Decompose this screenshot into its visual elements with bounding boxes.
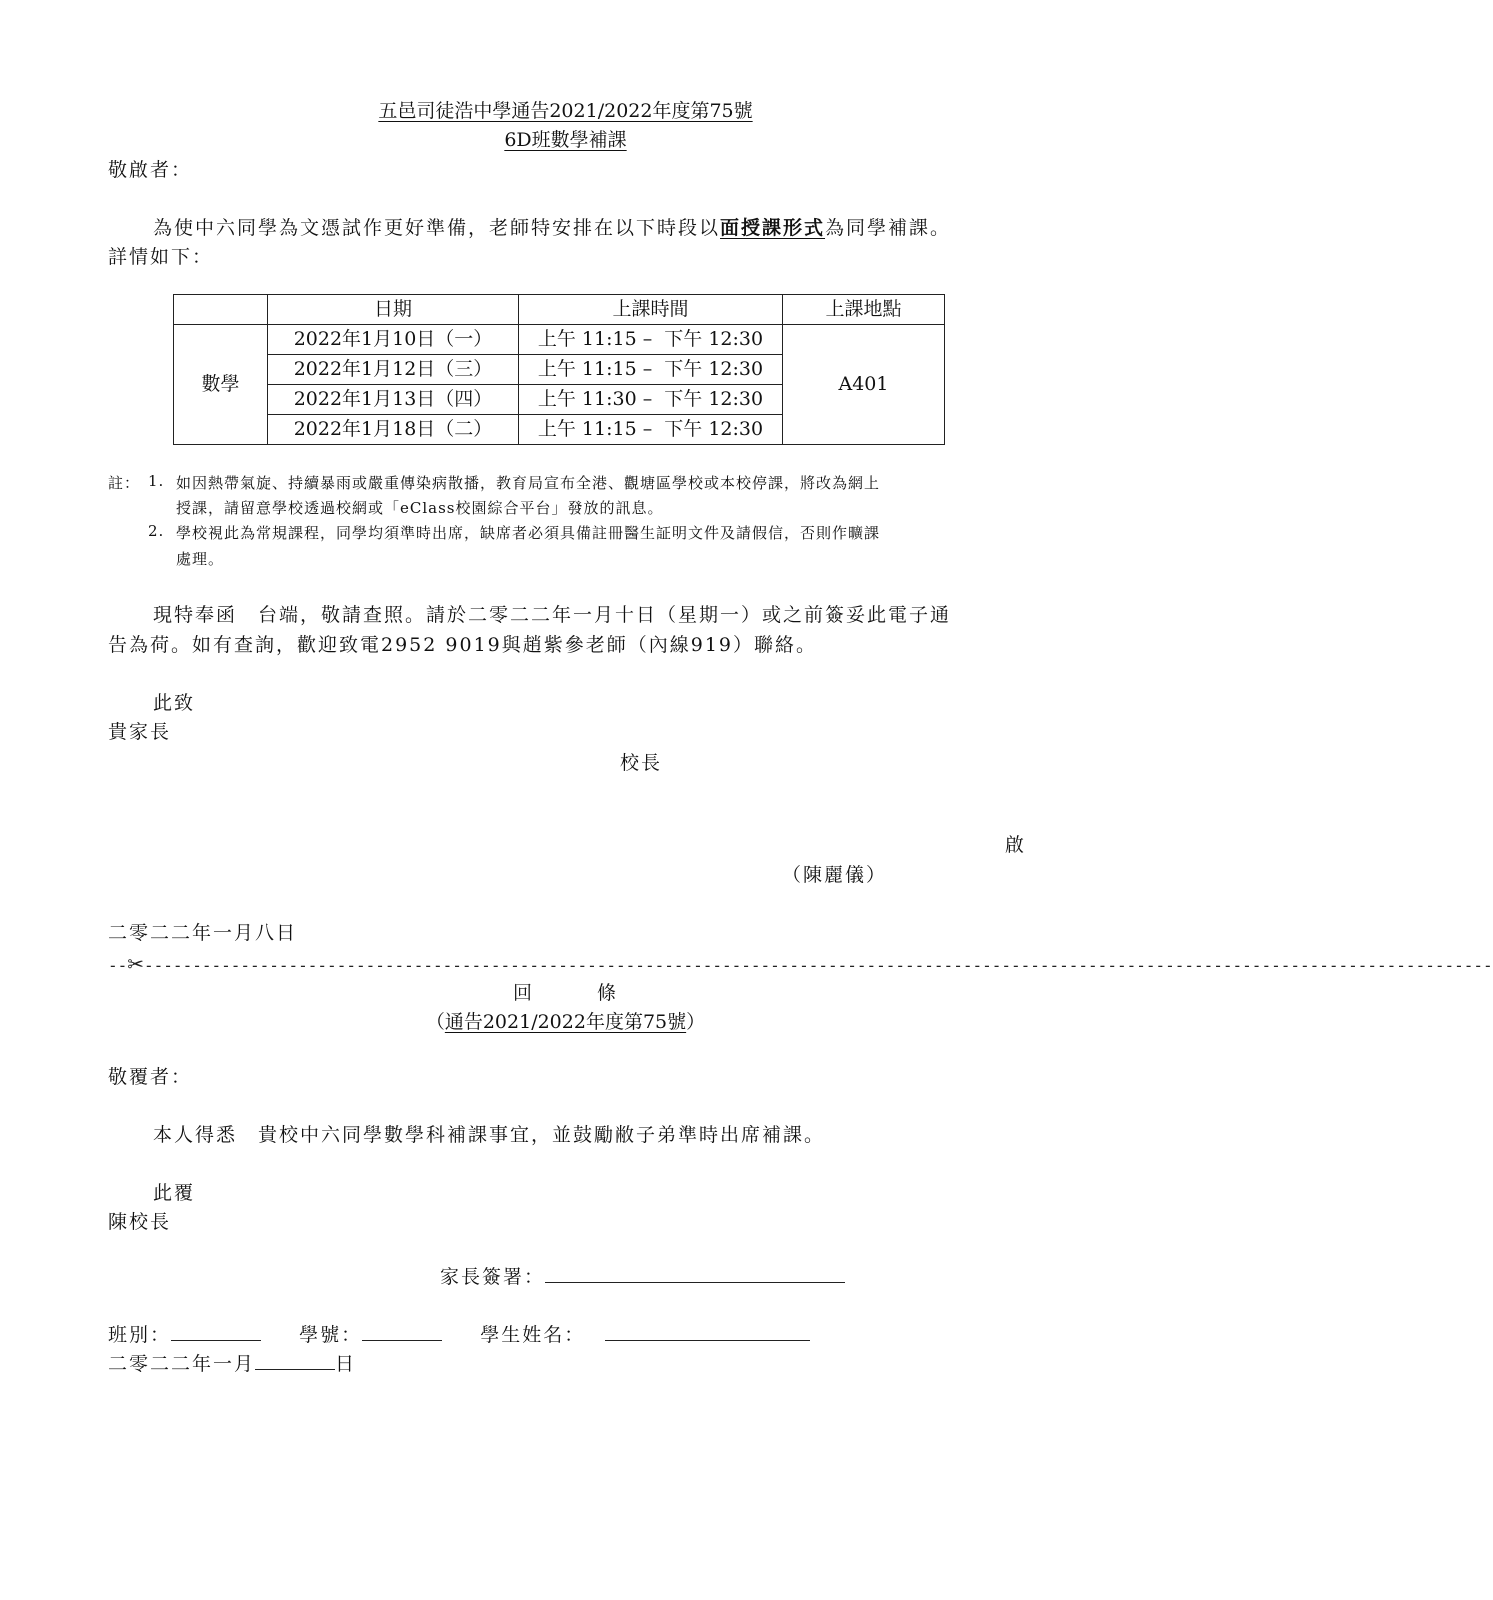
reply-ref: [0, 1007, 1131, 1034]
reply-date-row: [108, 1349, 356, 1376]
time-cell: 上午 11:15 – 下午 12:30: [519, 355, 783, 385]
venue-cell: A401: [783, 325, 945, 445]
note-line: 如因熱帶氣旋、持續暴雨或嚴重傳染病散播，教育局宣布全港、觀塘區學校或本校停課，將改為網上: [176, 474, 881, 492]
parent-signature-row: [440, 1262, 845, 1289]
salutation: 敬啟者：: [108, 159, 193, 181]
table-row: [174, 325, 945, 355]
student-info-row: [108, 1320, 810, 1347]
parent-signature-field[interactable]: [545, 1264, 845, 1283]
reply-date-prefix: 二零二二年一月: [108, 1353, 256, 1375]
cut-line: [108, 952, 1493, 976]
closing-line: 現特奉函 台端，敬請查照。請於二零二二年一月十日（星期一）或之前簽妥此電子通: [153, 604, 952, 626]
notice-subtitle: 6D班數學補課: [504, 129, 627, 151]
date-cell: 2022年1月13日（四）: [268, 385, 519, 415]
note-number: 2.: [148, 522, 165, 540]
closing-line: 告為荷。如有查詢，歡迎致電2952 9019與趙紫參老師（內線919）聯絡。: [108, 634, 818, 656]
ci-fu: 此覆: [153, 1182, 196, 1204]
note-number: 1.: [148, 472, 165, 490]
class-label: 班別：: [108, 1324, 172, 1346]
notice-date: 二零二二年一月八日: [108, 922, 298, 944]
time-cell: 上午 11:15 – 下午 12:30: [519, 325, 783, 355]
reply-title: 回 條: [512, 982, 618, 1004]
body-paragraph: [153, 213, 951, 240]
body-paragraph-line2: 詳情如下：: [108, 246, 214, 268]
ref-paren-open: （: [425, 1011, 445, 1033]
ci-zhi: 此致: [153, 692, 196, 714]
reply-date-suffix: 日: [335, 1353, 357, 1375]
notice-title: 五邑司徒浩中學通告2021/2022年度第75號: [378, 100, 753, 122]
cut-line-lead: --: [108, 956, 128, 975]
student-number-label: 學號：: [299, 1324, 363, 1346]
principal-name: （陳麗儀）: [782, 864, 888, 886]
student-number-field[interactable]: [362, 1322, 442, 1341]
student-name-field[interactable]: [605, 1322, 810, 1341]
qi-mark: 啟: [1005, 834, 1025, 856]
reply-salutation: 敬覆者：: [108, 1066, 193, 1088]
recipient: 貴家長: [108, 721, 172, 743]
body-text-end: 為同學補課。: [825, 217, 952, 239]
dash-line: --------------------------------------------------------------------------------------------------------------------------------------------: [144, 956, 1493, 975]
note-line: 處理。: [176, 550, 225, 568]
reply-body: 本人得悉 貴校中六同學數學科補課事宜，並鼓勵敝子弟準時出席補課。: [153, 1124, 826, 1146]
table-header-cell: 上課時間: [519, 295, 783, 325]
table-header-row: [174, 295, 945, 325]
parent-signature-label: 家長簽署：: [440, 1266, 546, 1288]
time-cell: 上午 11:30 – 下午 12:30: [519, 385, 783, 415]
table-header-cell: 上課地點: [783, 295, 945, 325]
body-emphasis: 面授課形式: [720, 217, 826, 239]
body-text: 為使中六同學為文憑試作更好準備，老師特安排在以下時段以: [153, 217, 721, 239]
table-header-cell: 日期: [268, 295, 519, 325]
schedule-table: [173, 294, 945, 445]
principal-title: 校長: [620, 752, 663, 774]
note-line: 學校視此為常規課程，同學均須準時出席，缺席者必須具備註冊醫生証明文件及請假信，否則作曠課: [176, 524, 881, 542]
class-field[interactable]: [171, 1322, 261, 1341]
note-line: 授課，請留意學校透過校網或「eClass校園綜合平台」發放的訊息。: [176, 499, 664, 517]
time-cell: 上午 11:15 – 下午 12:30: [519, 415, 783, 445]
reply-day-field[interactable]: [255, 1351, 335, 1370]
ref-text: 通告2021/2022年度第75號: [444, 1011, 687, 1033]
date-cell: 2022年1月18日（二）: [268, 415, 519, 445]
date-cell: 2022年1月10日（一）: [268, 325, 519, 355]
student-name-label: 學生姓名：: [480, 1324, 586, 1346]
date-cell: 2022年1月12日（三）: [268, 355, 519, 385]
reply-recipient: 陳校長: [108, 1211, 172, 1233]
ref-paren-close: ）: [686, 1011, 706, 1033]
scissors-icon: ✂: [127, 952, 145, 976]
table-header-empty: [174, 295, 268, 325]
subject-cell: 數學: [174, 325, 268, 445]
notes-prefix: 註：: [108, 474, 141, 492]
